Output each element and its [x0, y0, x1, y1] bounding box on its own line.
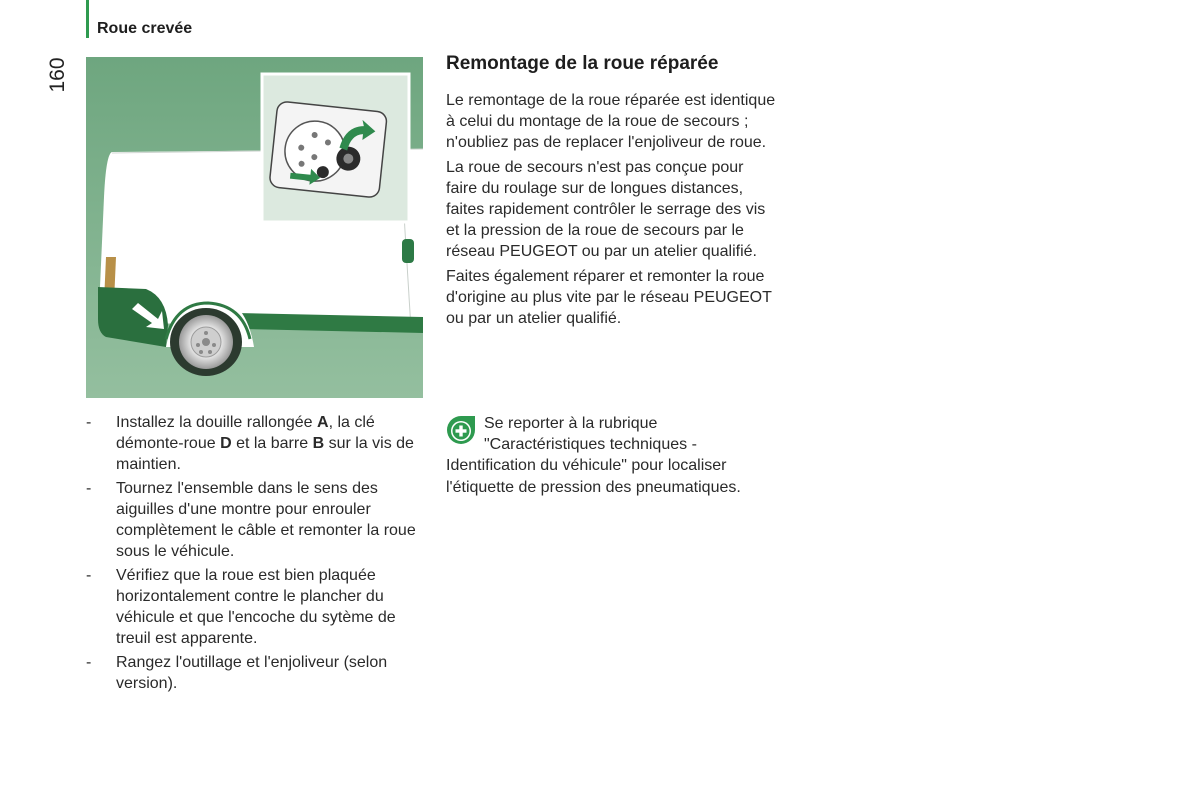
right-column [446, 52, 776, 332]
info-note [446, 413, 776, 498]
van-illustration [86, 57, 423, 398]
list-item: - Vérifiez que la roue est bien plaquée horizontalement contre le plancher du véhicule et que l'encoche du sytème de treuil est apparente. [86, 567, 396, 647]
page-number: 160 [46, 57, 69, 93]
header-accent-bar [86, 0, 89, 38]
paragraph: Faites également réparer et remonter la roue d'origine au plus vite par le réseau PEUGEOT ou par un atelier qualifié. [446, 267, 772, 328]
paragraph: La roue de secours n'est pas conçue pour faire du roulage sur de longues distances, faites rapidement contrôler le serrage des vis et la pression de la roue de secours par le réseau PEUGEOT ou par un atelier qualifié. [446, 158, 766, 261]
paragraph: Le remontage de la roue réparée est identique à celui du montage de la roue de secours ; n'oubliez pas de replacer l'enjoliveur de roue. [446, 92, 776, 152]
van-rear-spare-wheel-illustration [86, 57, 423, 398]
instruction-steps [86, 412, 426, 697]
list-item: - Rangez l'outillage et l'enjoliveur (selon version). [86, 654, 388, 692]
section-title: Roue crevée [97, 20, 193, 37]
note-text: Se reporter à la rubrique "Caractéristiques techniques - Identification du véhicule" pour localiser l'étiquette de pression des pneumatiques. [446, 415, 741, 496]
section-heading: Remontage de la roue réparée [446, 53, 719, 74]
list-item: - Tournez l'ensemble dans le sens des aiguilles d'une montre pour enrouler complètement le câble et remonter la roue sous le véhicule. [86, 480, 416, 560]
plus-circle-icon [446, 415, 476, 447]
list-item: - Installez la douille rallongée A, la clé démonte-roue D et la barre B sur la vis de maintien. [86, 414, 414, 473]
